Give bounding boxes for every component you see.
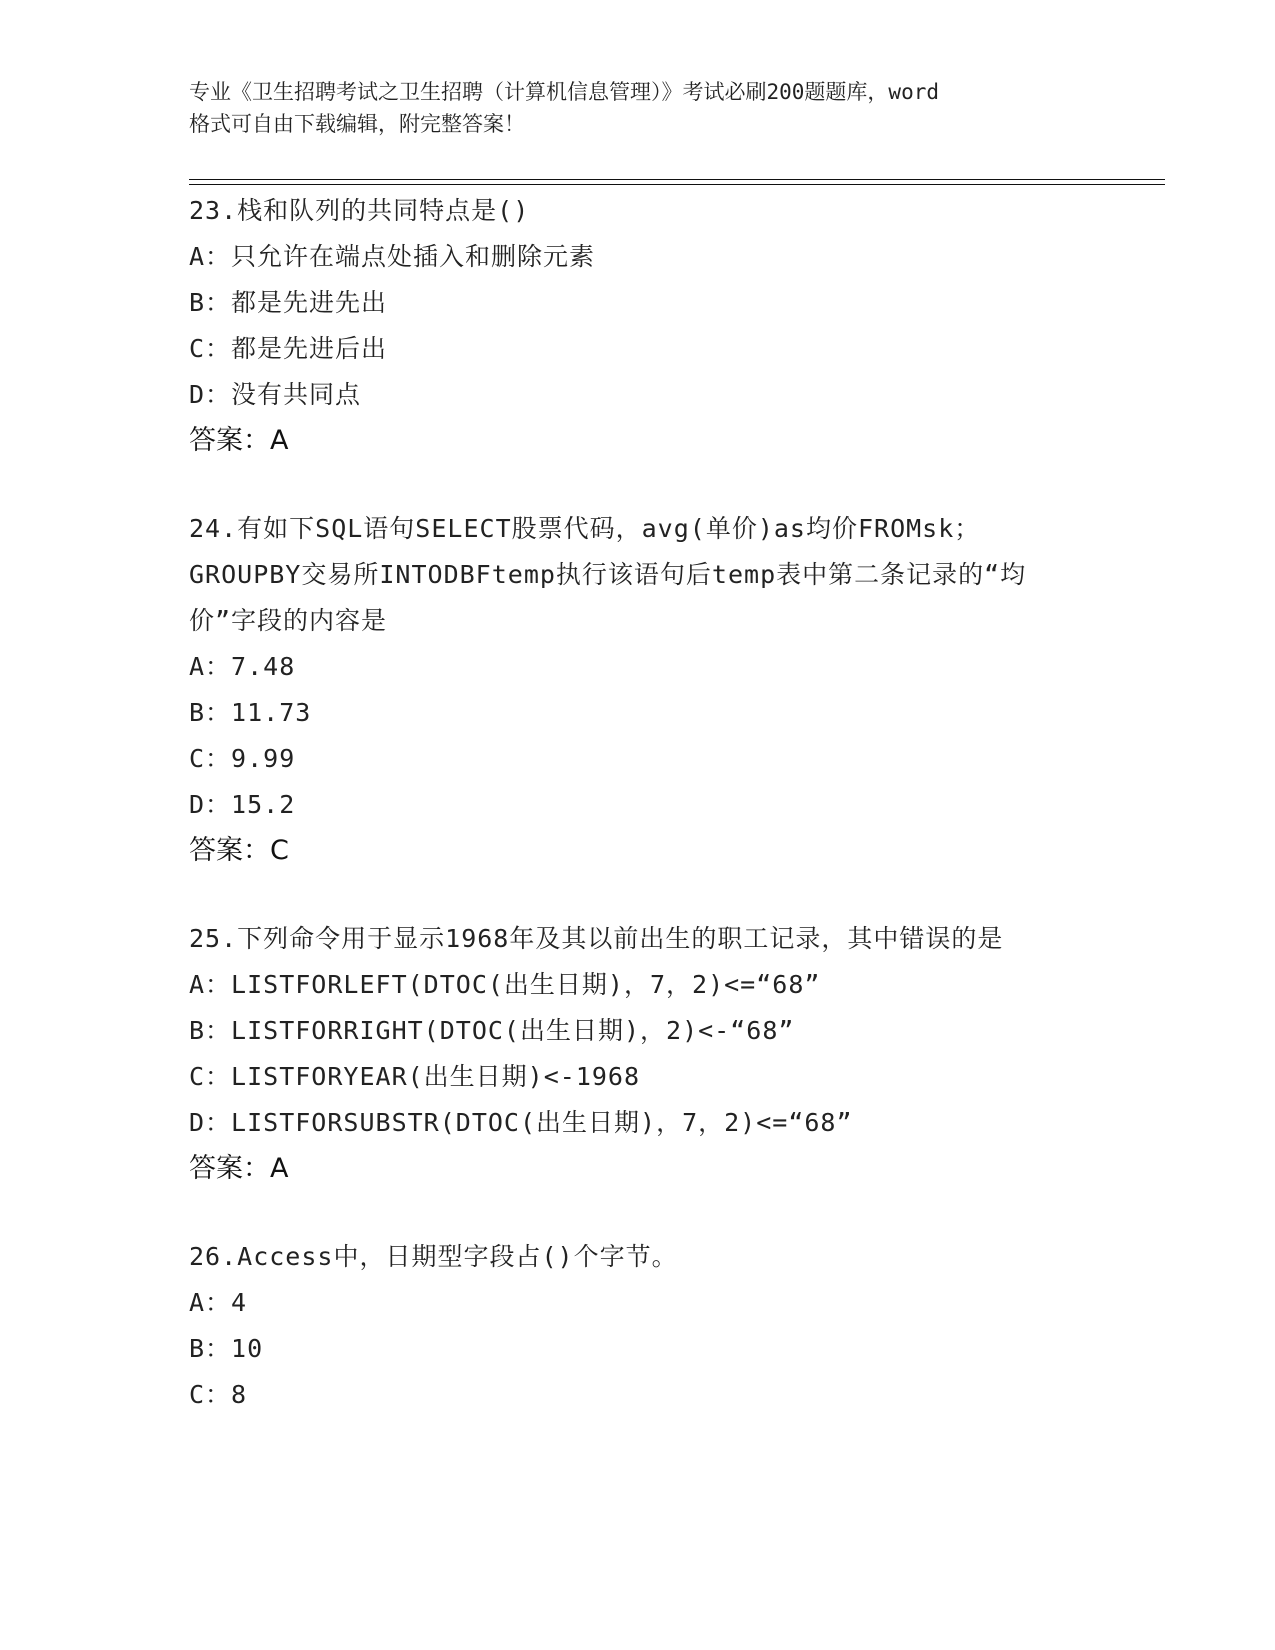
answer-label: 答案：A xyxy=(189,1153,289,1184)
header-divider-top xyxy=(189,179,1165,180)
option-c: C：都是先进后出 xyxy=(189,334,388,363)
option-a: A：7.48 xyxy=(189,652,296,681)
option-d: D：LISTFORSUBSTR(DTOC(出生日期)，7，2)<=“68” xyxy=(189,1108,853,1137)
answer-label: 答案：A xyxy=(189,425,289,456)
question-text: 25.下列命令用于显示1968年及其以前出生的职工记录，其中错误的是 xyxy=(189,924,1004,953)
question-26 xyxy=(189,1234,1089,1418)
option-c: C：LISTFORYEAR(出生日期)<-1968 xyxy=(189,1062,641,1091)
option-d: D：没有共同点 xyxy=(189,380,362,409)
option-d: D：15.2 xyxy=(189,790,296,819)
option-b: B：10 xyxy=(189,1334,264,1363)
question-text: 24.有如下SQL语句SELECT股票代码，avg(单价)as均价FROMsk；GROUPBY交易所INTODBFtemp执行该语句后temp表中第二条记录的“均价”字段的内容是 xyxy=(189,514,1027,635)
question-25 xyxy=(189,916,1089,1192)
question-24 xyxy=(189,506,1089,874)
option-c: C：9.99 xyxy=(189,744,296,773)
document-header xyxy=(189,76,1089,140)
question-list xyxy=(189,188,1089,1460)
option-a: A：LISTFORLEFT(DTOC(出生日期)，7，2)<=“68” xyxy=(189,970,821,999)
answer-label: 答案：C xyxy=(189,835,289,866)
header-line-2: 格式可自由下载编辑，附完整答案！ xyxy=(189,112,525,136)
header-divider-bottom xyxy=(189,184,1165,185)
header-line-1: 专业《卫生招聘考试之卫生招聘（计算机信息管理）》考试必刷200题题库，word xyxy=(189,80,939,104)
option-b: B：LISTFORRIGHT(DTOC(出生日期)，2)<-“68” xyxy=(189,1016,795,1045)
question-23 xyxy=(189,188,1089,464)
question-text: 23.栈和队列的共同特点是() xyxy=(189,196,530,225)
option-b: B：都是先进先出 xyxy=(189,288,388,317)
option-b: B：11.73 xyxy=(189,698,312,727)
option-c: C：8 xyxy=(189,1380,248,1409)
option-a: A：4 xyxy=(189,1288,248,1317)
option-a: A：只允许在端点处插入和删除元素 xyxy=(189,242,596,271)
question-text: 26.Access中，日期型字段占()个字节。 xyxy=(189,1242,678,1271)
